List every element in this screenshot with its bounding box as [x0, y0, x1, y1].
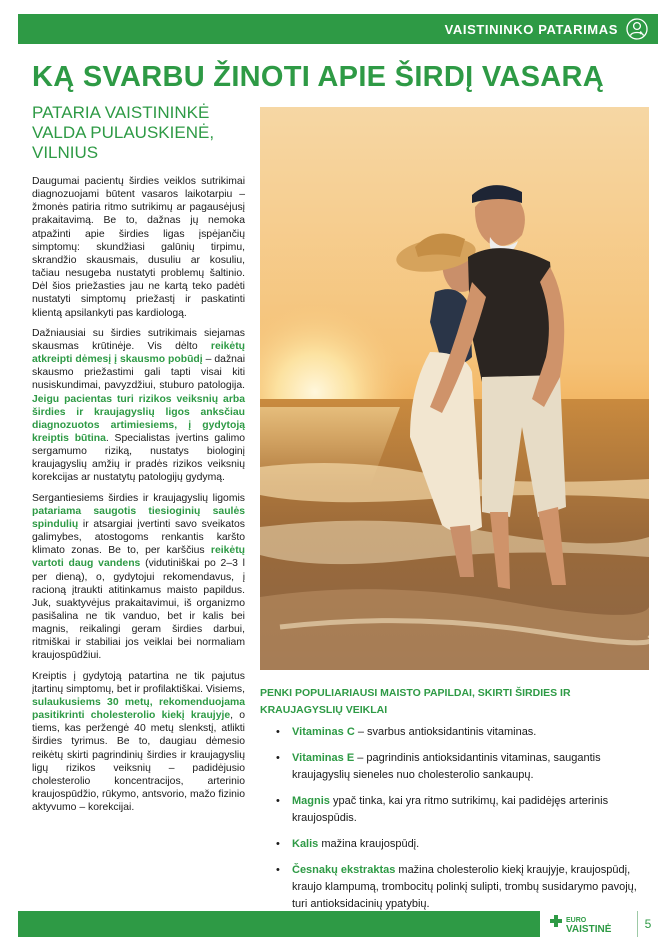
page-number: 5 [637, 911, 658, 937]
list-item [276, 750, 650, 784]
list-item [276, 862, 650, 913]
paragraph-3 [32, 492, 245, 663]
text: – dažnai skausmo priežastimi gali tapti visai kiti nusiskundimai, pavyzdžiui, stuburo patologija. [32, 354, 246, 392]
supplement-desc: ypač tinka, kai yra ritmo sutrikimų, kai padidėjęs arterinis kraujospūdis. [292, 795, 609, 824]
list-item [276, 793, 650, 827]
paragraph-4 [32, 670, 245, 815]
supplements-list [276, 724, 650, 922]
article-title: KĄ SVARBU ŽINOTI APIE ŠIRDĮ VASARĄ [32, 61, 604, 93]
footer-band [18, 911, 540, 937]
text: Kreiptis į gydytoją patartina ne tik pajutus įtartinų simptomų, bet ir profilaktiškai. Visiems, [32, 670, 245, 695]
list-item [276, 724, 650, 741]
text: Sergantiesiems širdies ir kraujagyslių ligomis [32, 492, 245, 504]
section-label: VAISTININKO PATARIMAS [444, 21, 618, 37]
article-body [32, 175, 245, 821]
supplement-desc: – svarbus antioksidantinis vitaminas. [354, 726, 537, 738]
supplement-name: Magnis [292, 795, 330, 807]
supplement-name: Česnakų ekstraktas [292, 864, 396, 876]
highlight: reikėtų atkreipti dėmesį į skausmo pobūdį [32, 340, 245, 366]
highlight: Jeigu pacientas turi rizikos veiksnių arba širdies ir kraujagyslių ligos anksčiau diagnozuotos artimiesiems, į gydytoją kreiptis būtina [32, 393, 245, 444]
highlight: sulaukusiems 30 metų, rekomenduojama pasitikrinti cholesterolio kiekį kraujyje [32, 696, 245, 722]
logo-bottom-text: VAISTINĖ [566, 924, 612, 935]
text: (vidutiniškai po 2–3 l per dieną), o, gydytojui rekomendavus, į racioną įtraukti atitinkamus maisto papildus. Juk, suaktyvėjus prakaitavimui, iš organizmo pasišalina ne tik vanduo, bet ir kalis bei magnis, reikalingi geram širdies darbui, ritmiškai ir stabiliai jos veiklai bei normaliam kraujospūdžiui. [32, 558, 245, 662]
paragraph-1: Daugumai pacientų širdies veiklos sutrikimai diagnozuojami būtent vasaros laikotarpiu – žmonės patiria ritmo sutrikimų ar pagausėjusį prakaitavimą. Be to, dažnas jų nemoka atpažinti apie širdies ligas įspėjančių simptomų: skundžiasi galūnių tirpimu, skrandžio skausmais, dusuliu ar kosuliu, tačiau nesugeba nustatyti problemų šaltinio. Dėl šios priežasties jau ne kartą teko padėti nustatyti simptomų priežastį ir paskatinti klientą apsilankyti pas kardiologą. [32, 176, 245, 319]
supplement-name: Vitaminas E [292, 752, 355, 764]
text: , o tiems, kas peržengė 40 metų slenkstį, atlikti širdies tyrimus. Be to, daugiau dėmesio reikėtų skirti pagrindinių širdies ir kraujagyslių ligų rizikos veiksnių – padidėjusio cholesterolio koncentracijos, arterinio kraujospūdžio, rūkymo, antsvorio, mažo fizinio aktyvumo – korekcijai. [32, 710, 245, 814]
paragraph-2 [32, 327, 245, 485]
pharmacist-icon [626, 18, 648, 40]
euro-vaistine-logo [546, 911, 626, 937]
beach-couple-photo [260, 107, 649, 670]
logo-top-text: EURO [566, 917, 587, 924]
list-item [276, 836, 650, 853]
supplements-heading: PENKI POPULIARIAUSI MAISTO PAPILDAI, SKIRTI ŠIRDIES IR KRAUJAGYSLIŲ VEIKLAI [260, 687, 571, 716]
text: ir atsargiai įvertinti savo sveikatos galimybes, atostogoms renkantis karšto klimato zonas. Be to, per karščius [32, 518, 245, 557]
supplement-name: Kalis [292, 838, 319, 850]
supplement-desc: mažina cholesterolio kiekį kraujyje, kraujospūdį, kraujo klampumą, trombocitų polinkį sulipti, trombų susidarymo pavojų, turi antioksidacinių ypatybių. [292, 864, 637, 910]
highlight: reikėtų vartoti daug vandens [32, 545, 245, 570]
text: Dažniausiai su širdies sutrikimais siejamas skausmas krūtinėje. Vis dėlto [32, 327, 245, 352]
supplement-name: Vitaminas C [292, 726, 355, 738]
article-byline: PATARIA VAISTININKĖ VALDA PULAUSKIENĖ, VILNIUS [32, 103, 215, 162]
section-header-band [18, 14, 658, 44]
supplement-desc: mažina kraujospūdį. [318, 838, 420, 850]
supplement-desc: – pagrindinis antioksidantinis vitaminas, saugantis kraujagyslių sieneles nuo cholesterolio sankaupų. [292, 752, 601, 781]
text: . Specialistas įvertins galimo sergamumo riziką, nustatys biologinį kraujagyslių amžių ir pradės rizikos veiksnių korekcijas ar nustatytų patologijų gydymą. [32, 432, 246, 484]
highlight: patariama saugotis tiesioginių saulės spindulių [32, 505, 245, 530]
